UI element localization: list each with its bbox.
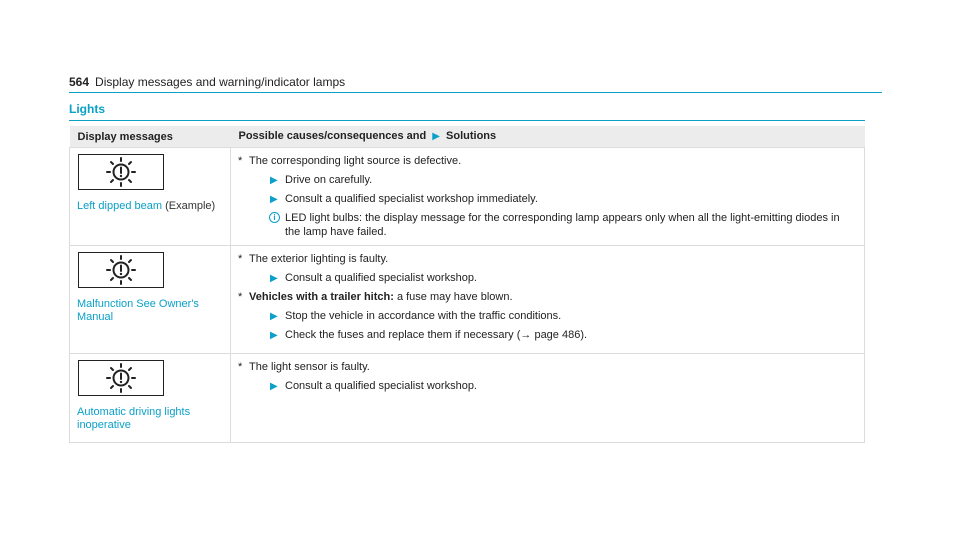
section-title: Lights bbox=[69, 102, 865, 121]
action-item bbox=[238, 192, 857, 206]
header-causes-text: Possible causes/consequences and bbox=[238, 130, 427, 142]
causes-cell bbox=[231, 246, 865, 354]
note-item bbox=[238, 211, 857, 239]
page-header bbox=[69, 74, 882, 93]
action-item bbox=[238, 173, 857, 187]
header-solutions-text: Solutions bbox=[446, 130, 497, 142]
cause-text: The exterior lighting is faulty. bbox=[249, 253, 389, 265]
cause-item bbox=[238, 154, 857, 168]
info-icon: i bbox=[269, 212, 280, 223]
message-name: Malfunction See Owner's Manual bbox=[77, 298, 199, 323]
star-icon: * bbox=[238, 291, 243, 303]
action-text: Stop the vehicle in accordance with the traffic conditions. bbox=[285, 310, 562, 322]
action-arrow-icon: ▶ bbox=[270, 194, 278, 205]
action-item bbox=[238, 271, 857, 285]
action-text: Consult a qualified specialist workshop. bbox=[285, 380, 477, 392]
cause-text: a fuse may have blown. bbox=[396, 291, 513, 303]
display-message-cell bbox=[70, 354, 231, 443]
action-arrow-icon: ▶ bbox=[270, 330, 278, 341]
action-arrow-icon: ▶ bbox=[270, 311, 278, 322]
lamp-warning-icon bbox=[78, 360, 164, 396]
action-item bbox=[238, 379, 857, 393]
lamp-warning-icon bbox=[78, 154, 164, 190]
column-header-causes bbox=[231, 126, 865, 148]
table-row bbox=[70, 354, 865, 443]
cause-item bbox=[238, 360, 857, 374]
arrow-right-icon: ▶ bbox=[432, 131, 440, 142]
table-header-row bbox=[70, 126, 865, 148]
message-label bbox=[77, 200, 223, 213]
message-name: Left dipped beam bbox=[77, 200, 163, 212]
lamp-warning-icon bbox=[78, 252, 164, 288]
action-text: Consult a qualified specialist workshop immediately. bbox=[285, 193, 538, 205]
cause-text: The light sensor is faulty. bbox=[249, 361, 370, 373]
action-item bbox=[238, 328, 857, 342]
cause-item bbox=[238, 252, 857, 266]
display-message-cell bbox=[70, 246, 231, 354]
star-icon: * bbox=[238, 361, 243, 373]
causes-cell bbox=[231, 354, 865, 443]
page-number: 564 bbox=[69, 75, 90, 89]
causes-cell bbox=[231, 148, 865, 246]
action-text: Drive on carefully. bbox=[285, 174, 373, 186]
cause-item bbox=[238, 290, 857, 304]
cause-text: The corresponding light source is defective. bbox=[249, 155, 462, 167]
star-icon: * bbox=[238, 155, 243, 167]
table-row bbox=[70, 148, 865, 246]
message-example: (Example) bbox=[165, 200, 216, 212]
action-arrow-icon: ▶ bbox=[270, 175, 278, 186]
note-text: LED light bulbs: the display message for the corresponding lamp appears only when all the light-emitting diodes in the lamp have failed. bbox=[285, 212, 840, 238]
message-name: Automatic driving lights inoperative bbox=[77, 406, 191, 431]
display-message-cell bbox=[70, 148, 231, 246]
display-messages-table bbox=[69, 126, 865, 443]
action-item bbox=[238, 309, 857, 323]
action-text: Check the fuses and replace them if necessary (→ page 486). bbox=[285, 329, 588, 341]
cause-condition: Vehicles with a trailer hitch: bbox=[249, 291, 394, 303]
table-row bbox=[70, 246, 865, 354]
column-header-display-messages: Display messages bbox=[70, 126, 231, 148]
page-title: Display messages and warning/indicator lamps bbox=[95, 75, 346, 89]
action-text: Consult a qualified specialist workshop. bbox=[285, 272, 477, 284]
star-icon: * bbox=[238, 253, 243, 265]
action-arrow-icon: ▶ bbox=[270, 381, 278, 392]
action-arrow-icon: ▶ bbox=[270, 273, 278, 284]
